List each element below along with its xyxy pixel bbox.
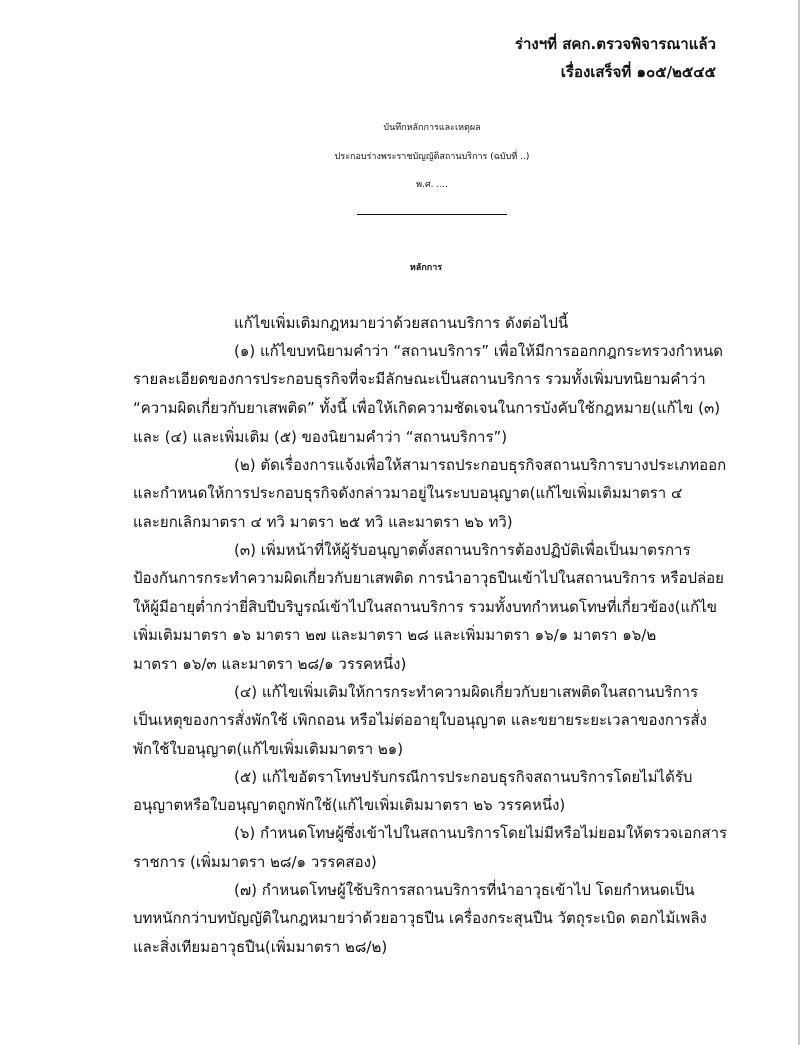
item-1-line-1: (๑) แก้ไขบทนิยามคำว่า “สถานบริการ” เพื่อให้มีการออกกฎกระทรวงกำหนด: [234, 342, 723, 360]
item-2-line-3: และยกเลิกมาตรา ๔ ทวิ มาตรา ๒๕ ทวิ และมาตรา ๒๖ ทวิ): [133, 513, 513, 531]
item-5-line-2: อนุญาตหรือใบอนุญาตถูกพักใช้(แก้ไขเพิ่มเติมมาตรา ๒๖ วรรคหนึ่ง): [133, 796, 566, 814]
item-3-line-4: เพิ่มเติมมาตรา ๑๖ มาตรา ๒๗ และมาตรา ๒๘ และเพิ่มมาตรา ๑๖/๑ มาตรา ๑๖/๒: [133, 626, 657, 644]
intro-text: แก้ไขเพิ่มเติมกฎหมายว่าด้วยสถานบริการ ดังต่อไปนี้: [234, 314, 569, 332]
item-3-line-3: ให้ผู้มีอายุต่ำกว่ายี่สิบปีบริบูรณ์เข้าไปในสถานบริการ รวมทั้งบทกำหนดโทษที่เกี่ยวข้อง(แก้ไข: [133, 598, 718, 616]
item-2-line-1: (๒) ตัดเรื่องการแจ้งเพื่อให้สามารถประกอบธุรกิจสถานบริการบางประเภทออก: [234, 456, 727, 474]
item-1-line-4: และ (๔) และเพิ่มเติม (๕) ของนิยามคำว่า “สถานบริการ”): [133, 428, 508, 446]
title-divider: [357, 214, 507, 215]
section-heading: หลักการ: [409, 263, 443, 273]
item-6-line-2: ราชการ (เพิ่มมาตรา ๒๘/๑ วรรคสอง): [133, 853, 377, 871]
item-2-line-2: และกำหนดให้การประกอบธุรกิจดังกล่าวมาอยู่ในระบบอนุญาต(แก้ไขเพิ่มเติมมาตรา ๔: [133, 484, 683, 502]
item-6-line-1: (๖) กำหนดโทษผู้ซึ่งเข้าไปในสถานบริการโดยไม่มีหรือไม่ยอมให้ตรวจเอกสาร: [234, 824, 728, 842]
item-1-line-2: รายละเอียดของการประกอบธุรกิจที่จะมีลักษณะเป็นสถานบริการ รวมทั้งเพิ่มบทนิยามคำว่า: [133, 370, 706, 388]
item-7-line-1: (๗) กำหนดโทษผู้ใช้บริการสถานบริการที่นำอาวุธเข้าไป โดยกำหนดเป็น: [234, 881, 695, 899]
item-4-line-1: (๔) แก้ไขเพิ่มเติมให้การกระทำความผิดเกี่ยวกับยาเสพติดในสถานบริการ: [234, 683, 699, 701]
matter-number: เรื่องเสร็จที่ ๑๐๕/๒๕๔๕: [560, 63, 716, 81]
item-4-line-2: เป็นเหตุของการสั่งพักใช้ เพิกถอน หรือไม่ต่ออายุใบอนุญาต และขยายระยะเวลาของการสั่ง: [133, 711, 707, 729]
item-3-line-5: มาตรา ๑๖/๓ และมาตรา ๒๘/๑ วรรคหนึ่ง): [133, 655, 407, 673]
document-title: บันทึกหลักการและเหตุผล: [383, 123, 481, 133]
item-4-line-3: พักใช้ใบอนุญาต(แก้ไขเพิ่มเติมมาตรา ๒๑): [133, 740, 404, 758]
item-1-line-3: “ความผิดเกี่ยวกับยาเสพติด” ทั้งนี้ เพื่อให้เกิดความชัดเจนในการบังคับใช้กฎหมาย(แก้ไข (๓): [133, 399, 721, 417]
item-7-line-3: และสิ่งเทียมอาวุธปืน(เพิ่มมาตรา ๒๘/๒): [133, 938, 388, 956]
document-year: พ.ศ. ....: [416, 180, 448, 190]
item-3-line-2: ป้องกันการกระทำความผิดเกี่ยวกับยาเสพติด การนำอาวุธปืนเข้าไปในสถานบริการ หรือปล่อย: [133, 569, 724, 587]
document-subtitle: ประกอบร่างพระราชบัญญัติสถานบริการ (ฉบับที่ ..): [334, 152, 530, 162]
item-7-line-2: บทหนักกว่าบทบัญญัติในกฎหมายว่าด้วยอาวุธปืน เครื่องกระสุนปืน วัตถุระเบิด ดอกไม้เพลิง: [133, 909, 707, 927]
item-5-line-1: (๕) แก้ไขอัตราโทษปรับกรณีการประกอบธุรกิจสถานบริการโดยไม่ได้รับ: [234, 768, 693, 786]
draft-status: ร่างฯที่ สคก.ตรวจพิจารณาแล้ว: [514, 35, 716, 53]
item-3-line-1: (๓) เพิ่มหน้าที่ให้ผู้รับอนุญาตตั้งสถานบริการต้องปฏิบัติเพื่อเป็นมาตรการ: [234, 541, 691, 559]
